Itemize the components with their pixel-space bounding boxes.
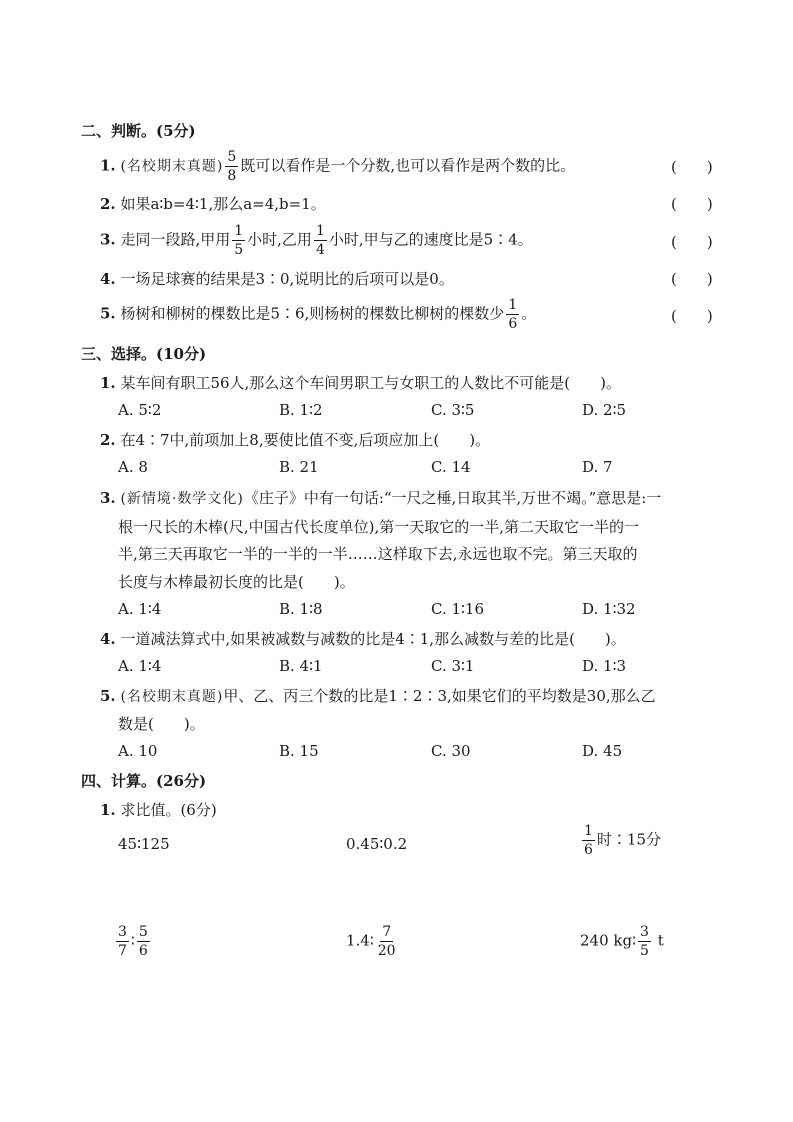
- expr-text: ∶: [130, 931, 135, 950]
- fraction: $\frac{3}{7}$: [118, 924, 127, 959]
- question-number: 4.: [100, 270, 116, 288]
- expr-text: 时∶15分: [596, 830, 662, 849]
- question-text: 如果a∶b=4∶1,那么a=4,b=1。: [120, 195, 326, 213]
- question-text: 小时,乙用: [247, 230, 312, 249]
- question-text: 数是( )。: [118, 715, 205, 733]
- question-number: 3.: [100, 230, 116, 249]
- question-text: 一场足球赛的结果是3∶0,说明比的后项可以是0。: [120, 270, 454, 288]
- expr-text: t: [652, 931, 664, 950]
- option-c[interactable]: C. 14: [431, 458, 471, 476]
- question-number: 1.: [100, 374, 116, 392]
- question-tag: (名校期末真题): [120, 689, 224, 705]
- question-number: 4.: [100, 630, 116, 648]
- option-a[interactable]: A. 8: [118, 458, 148, 476]
- fraction: $\frac{5}{6}$: [138, 924, 148, 959]
- calc-expr-5: [346, 925, 400, 958]
- question-text: 某车间有职工56人,那么这个车间男职工与女职工的人数比不可能是( )。: [120, 374, 622, 392]
- fraction: $\frac{3}{5}$: [640, 924, 649, 959]
- choice-item-5: [100, 685, 656, 706]
- fraction: $\frac{1}{4}$: [315, 223, 325, 258]
- question-text: 既可以看作是一个分数,也可以看作是两个数的比。: [240, 156, 576, 175]
- question-number: 2.: [100, 195, 116, 213]
- question-tag: (名校期末真题): [120, 158, 224, 175]
- question-text: 小时,甲与乙的速度比是5∶4。: [328, 230, 533, 249]
- question-text: 。: [521, 304, 537, 323]
- option-a[interactable]: A. 10: [118, 742, 158, 760]
- judge-item-4: [100, 268, 454, 289]
- calc-expr-1: 45∶125: [118, 835, 170, 853]
- expr-text: 240 kg∶: [580, 931, 636, 950]
- judge-item-2: [100, 193, 326, 214]
- option-a[interactable]: A. 5∶2: [118, 401, 162, 419]
- choice-item-3: [100, 487, 661, 508]
- calc-expr-3: [580, 824, 661, 857]
- option-d[interactable]: D. 1∶3: [582, 657, 627, 675]
- option-b[interactable]: B. 1∶8: [279, 600, 323, 618]
- option-c[interactable]: C. 3∶5: [431, 401, 475, 419]
- fraction: $\frac{5}{8}$: [227, 149, 237, 184]
- calc-expr-2: 0.45∶0.2: [346, 835, 408, 853]
- option-d[interactable]: D. 1∶32: [582, 600, 636, 618]
- calc-subtitle: [100, 799, 217, 820]
- answer-bracket[interactable]: ( ): [671, 233, 713, 251]
- answer-bracket[interactable]: ( ): [671, 307, 713, 325]
- option-c[interactable]: C. 30: [431, 742, 471, 760]
- expr-text: 1.4∶: [346, 931, 374, 950]
- calc-expr-4: [114, 925, 152, 958]
- option-a[interactable]: A. 1∶4: [118, 657, 162, 675]
- answer-bracket[interactable]: ( ): [671, 195, 713, 213]
- fraction: $\frac{7}{20}$: [377, 924, 396, 959]
- option-b[interactable]: B. 4∶1: [279, 657, 323, 675]
- option-b[interactable]: B. 15: [279, 742, 319, 760]
- question-text: 在4∶7中,前项加上8,要使比值不变,后项应加上( )。: [120, 431, 491, 449]
- judge-item-1: [100, 150, 575, 183]
- question-number: 5.: [100, 687, 116, 705]
- section-title-choice: 三、选择。(10分): [81, 345, 207, 363]
- judge-item-5: [100, 298, 536, 331]
- question-text: 一道减法算式中,如果被减数与减数的比是4∶1,那么减数与差的比是( )。: [120, 630, 626, 648]
- question-text: 杨树和柳树的棵数比是5∶6,则杨树的棵数比柳树的棵数少: [120, 304, 505, 323]
- question-number: 5.: [100, 304, 116, 323]
- question-text: 长度与木棒最初长度的比是( )。: [118, 573, 355, 591]
- question-tag: (新情境·数学文化): [120, 491, 244, 507]
- answer-bracket[interactable]: ( ): [671, 270, 713, 288]
- fraction: $\frac{1}{6}$: [584, 823, 593, 858]
- choice-item-1: [100, 372, 621, 393]
- question-text: 根一尺长的木棒(尺,中国古代长度单位),第一天取它的一半,第二天取它一半的一: [118, 518, 640, 536]
- choice-item-2: [100, 429, 490, 450]
- option-d[interactable]: D. 2∶5: [582, 401, 627, 419]
- judge-item-3: [100, 224, 533, 257]
- fraction: $\frac{1}{6}$: [508, 297, 518, 332]
- question-number: 1.: [100, 801, 116, 819]
- option-d[interactable]: D. 45: [582, 742, 623, 760]
- calc-expr-6: [580, 925, 664, 958]
- option-b[interactable]: B. 1∶2: [279, 401, 323, 419]
- question-text: 《庄子》中有一句话:“一尺之棰,日取其半,万世不竭。”意思是:一: [243, 489, 662, 507]
- question-text: 半,第三天再取它一半的一半的一半……这样取下去,永远也取不完。第三天取的: [118, 545, 638, 563]
- choice-item-4: [100, 628, 626, 649]
- fraction: $\frac{1}{5}$: [234, 223, 244, 258]
- section-title-judge: 二、判断。(5分): [81, 122, 196, 140]
- answer-bracket[interactable]: ( ): [671, 158, 713, 176]
- question-text: 走同一段路,甲用: [120, 230, 231, 249]
- question-text: 甲、乙、丙三个数的比是1∶2∶3,如果它们的平均数是30,那么乙: [223, 687, 656, 705]
- option-a[interactable]: A. 1∶4: [118, 600, 162, 618]
- option-c[interactable]: C. 3∶1: [431, 657, 475, 675]
- question-number: 1.: [100, 156, 116, 175]
- section-title-calc: 四、计算。(26分): [81, 772, 207, 790]
- option-b[interactable]: B. 21: [279, 458, 319, 476]
- question-number: 2.: [100, 431, 116, 449]
- question-text: 求比值。(6分): [120, 801, 217, 819]
- question-number: 3.: [100, 489, 116, 507]
- option-c[interactable]: C. 1∶16: [431, 600, 485, 618]
- option-d[interactable]: D. 7: [582, 458, 613, 476]
